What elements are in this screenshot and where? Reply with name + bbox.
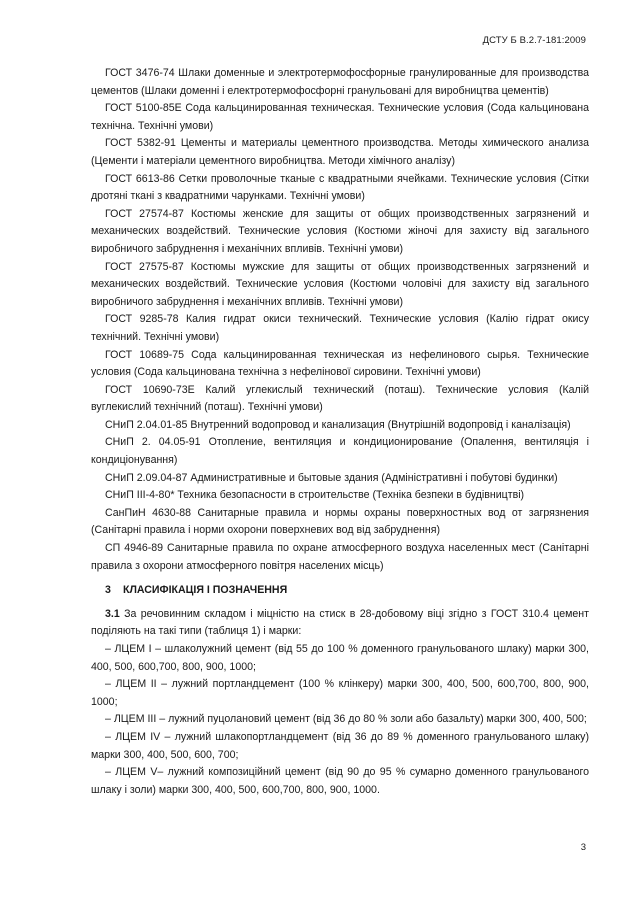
list-item-lcem-5: – ЛЦЕМ V– лужний композиційний цемент (від 90 до 95 % сумарно доменного гранульованого шлаку і золи) марки 300, 400, 500, 600,700, 800, 900, 1000. <box>91 766 589 796</box>
reference-gost-5100: ГОСТ 5100-85Е Сода кальцинированная техническая. Технические условия (Сода кальцинована технічна. Технічні умови) <box>91 102 589 132</box>
document-body <box>91 65 589 799</box>
reference-gost-10689: ГОСТ 10689-75 Сода кальцинированная техническая из нефелинового сырья. Технические условия (Сода кальцинована технічна з нефелінової сировини. Технічні умови) <box>91 348 589 379</box>
reference-snip-2-04-01: СНиП 2.04.01-85 Внутренний водопровод и канализация (Внутрішній водопровід і каналізація) <box>105 418 571 431</box>
reference-gost-3476: ГОСТ 3476-74 Шлаки доменные и электротермофосфорные гранулированные для производства цементов (Шлаки доменні і електротермофосфорні гранульовані для виробництва цементів) <box>91 67 589 97</box>
section-heading <box>91 582 589 600</box>
reference-sp-4946: СП 4946-89 Санитарные правила по охране атмосферного воздуха населенных мест (Санітарні правила з охорони атмосферного повітря населених місць) <box>91 542 589 572</box>
list-item-lcem-4: – ЛЦЕМ IV – лужний шлакопортландцемент (від 36 до 89 % доменного гранульованого шлаку) марки 300, 400, 500, 600, 700; <box>91 730 589 761</box>
reference-gost-27575: ГОСТ 27575-87 Костюмы мужские для защиты от общих производственных загрязнений и механических воздействий. Технические условия (Костюми чоловічі для захисту від загального виробничого забруднення і механічних впливів. Технічні умови) <box>91 260 589 308</box>
reference-gost-27574: ГОСТ 27574-87 Костюмы женские для защиты от общих производственных загрязнений и механических воздействий. Технические условия (Костюми жіночі для захисту від загального виробничого забруднення і механічних впливів. Технічні умови) <box>91 207 589 255</box>
reference-sanpin-4630: СанПиН 4630-88 Санитарные правила и нормы охраны поверхностных вод от загрязнения (Санітарні правила і норми охорони поверхневих вод від забруднення) <box>91 506 589 537</box>
list-item-lcem-2: – ЛЦЕМ II – лужний портландцемент (100 % клінкеру) марки 300, 400, 500, 600,700, 800, 900, 1000; <box>91 678 589 708</box>
reference-gost-5382: ГОСТ 5382-91 Цементы и материалы цементного производства. Методы химического анализа (Цементи і матеріали цементного виробництва. Методи хімічного аналізу) <box>91 137 589 167</box>
document-code: ДСТУ Б В.2.7-181:2009 <box>482 35 586 46</box>
reference-snip-2-09-04: СНиП 2.09.04-87 Административные и бытовые здания (Адміністративні і побутові будинки) <box>105 471 558 484</box>
reference-snip-2-04-05: СНиП 2. 04.05-91 Отопление, вентиляция и кондиционирование (Опалення, вентиляція і кондиціонування) <box>91 436 589 467</box>
list-item-lcem-3: – ЛЦЕМ III – лужний пуцолановий цемент (від 36 до 80 % золи або базальту) марки 300, 400, 500; <box>105 713 587 726</box>
clause-text: За речовинним складом і міцністю на стиск в 28-добовому віці згідно з ГОСТ 310.4 цемент поділяють на такі типи (таблиця 1) і марки: <box>91 607 589 638</box>
section-number: 3 <box>105 584 111 597</box>
page-number: 3 <box>580 842 586 853</box>
reference-gost-10690: ГОСТ 10690-73Е Калий углекислый технический (поташ). Технические условия (Калій вуглекислий технічний (поташ). Технічні умови) <box>91 383 589 414</box>
reference-gost-6613: ГОСТ 6613-86 Сетки проволочные тканые с квадратными ячейками. Технические условия (Сітки дротяні ткані з квадратними чарунками. Технічні умови) <box>91 172 589 203</box>
reference-snip-iii-4-80: СНиП III-4-80* Техника безопасности в строительстве (Техніка безпеки в будівництві) <box>105 489 525 502</box>
clause-number: 3.1 <box>105 607 120 620</box>
section-title: КЛАСИФІКАЦІЯ І ПОЗНАЧЕННЯ <box>123 584 288 597</box>
clause-3-1 <box>91 606 589 641</box>
list-item-lcem-1: – ЛЦЕМ I – шлаколужний цемент (від 55 до 100 % доменного гранульованого шлаку) марки 300, 400, 500, 600,700, 800, 900, 1000; <box>91 643 589 673</box>
reference-gost-9285: ГОСТ 9285-78 Калия гидрат окиси технический. Технические условия (Калію гідрат окису технічний. Технічні умови) <box>91 313 589 343</box>
